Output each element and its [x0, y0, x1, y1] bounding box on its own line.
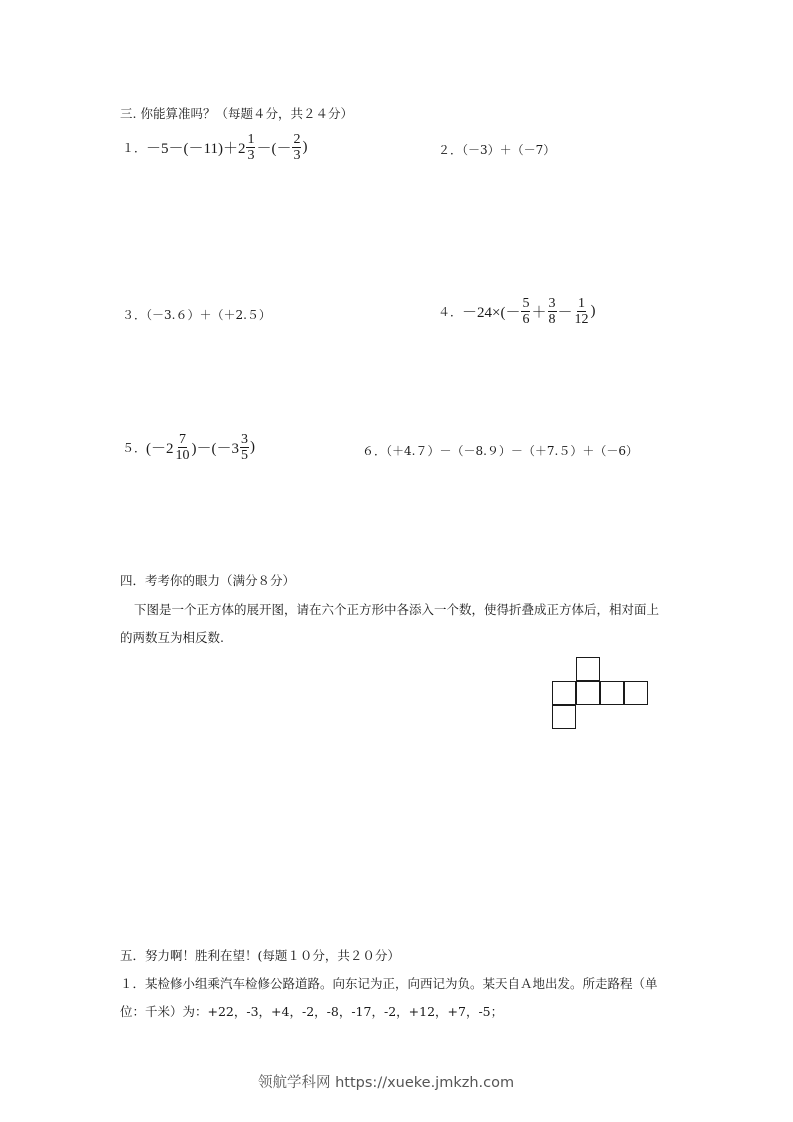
problem-5-part-c: )	[250, 439, 256, 455]
cube-net-square-row-3	[600, 681, 624, 705]
fraction-5-6: $\frac{5}{6}$	[522, 296, 530, 327]
problem-5-part-a: (－2	[146, 441, 174, 457]
section5-title: 五．努力啊！胜利在望！(每题１０分，共２０分）	[120, 948, 400, 963]
problem-5	[122, 432, 255, 463]
cube-net-square-top	[576, 657, 600, 681]
problem-3: ３．（－3.６）＋（＋2.５）	[122, 308, 271, 322]
cube-net-square-bottom	[552, 705, 576, 729]
cube-net-square-row-2	[576, 681, 600, 705]
problem-4-part-d: )	[590, 303, 596, 319]
fraction-7-10: $\frac{7}{10}$	[175, 432, 190, 463]
problem-4-part-c: －	[557, 305, 573, 321]
footer-watermark: 领航学科网 https://xueke.jmkzh.com	[258, 1075, 515, 1091]
section3-title: 三. 你能算准吗？（每题４分，共２４分）	[120, 106, 353, 121]
section4-body: 下图是一个正方体的展开图，请在六个正方形中各添入一个数，使得折叠成正方体后，相对面上的两数互为相反数.	[120, 602, 660, 645]
problem-4	[438, 296, 596, 327]
problem-1-part-b: －(－	[256, 141, 292, 157]
section5-question-1: １．某检修小组乘汽车检修公路道路。向东记为正，向西记为负。某天自Ａ地出发。所走路程（单位：千米）为：+22，-3，+4，-2，-8，-17，-2，+12，+7，-5；	[120, 976, 658, 1019]
problem-4-part-b: ＋	[531, 305, 547, 321]
fraction-2-3: $\frac{2}{3}$	[293, 132, 301, 163]
fraction-3-5: $\frac{3}{5}$	[241, 432, 249, 463]
problem-1-part-c: )	[302, 139, 308, 155]
problem-1-part-a: －5－(－11)＋2	[146, 141, 246, 157]
problem-1-label: １．	[122, 141, 147, 155]
fraction-1-12: $\frac{1}{12}$	[574, 296, 589, 327]
fraction-1-3: $\frac{1}{3}$	[247, 132, 255, 163]
problem-4-part-a: －24×(－	[462, 305, 521, 321]
cube-net-square-row-4	[624, 681, 648, 705]
problem-2: ２．（－3）＋（－7）	[438, 143, 556, 157]
cube-net-diagram	[552, 657, 650, 731]
problem-4-label: ４．	[438, 305, 463, 319]
fraction-3-8: $\frac{3}{8}$	[548, 296, 556, 327]
section4-title: 四．考考你的眼力（满分８分）	[120, 573, 296, 588]
problem-6: ６．（＋4.７）－（－8.９）－（＋7.５）＋（－6）	[362, 444, 638, 458]
problem-5-label: ５．	[122, 441, 147, 455]
cube-net-square-row-1	[552, 681, 576, 705]
problem-1	[122, 132, 307, 163]
problem-5-part-b: )－(－3	[191, 441, 240, 457]
